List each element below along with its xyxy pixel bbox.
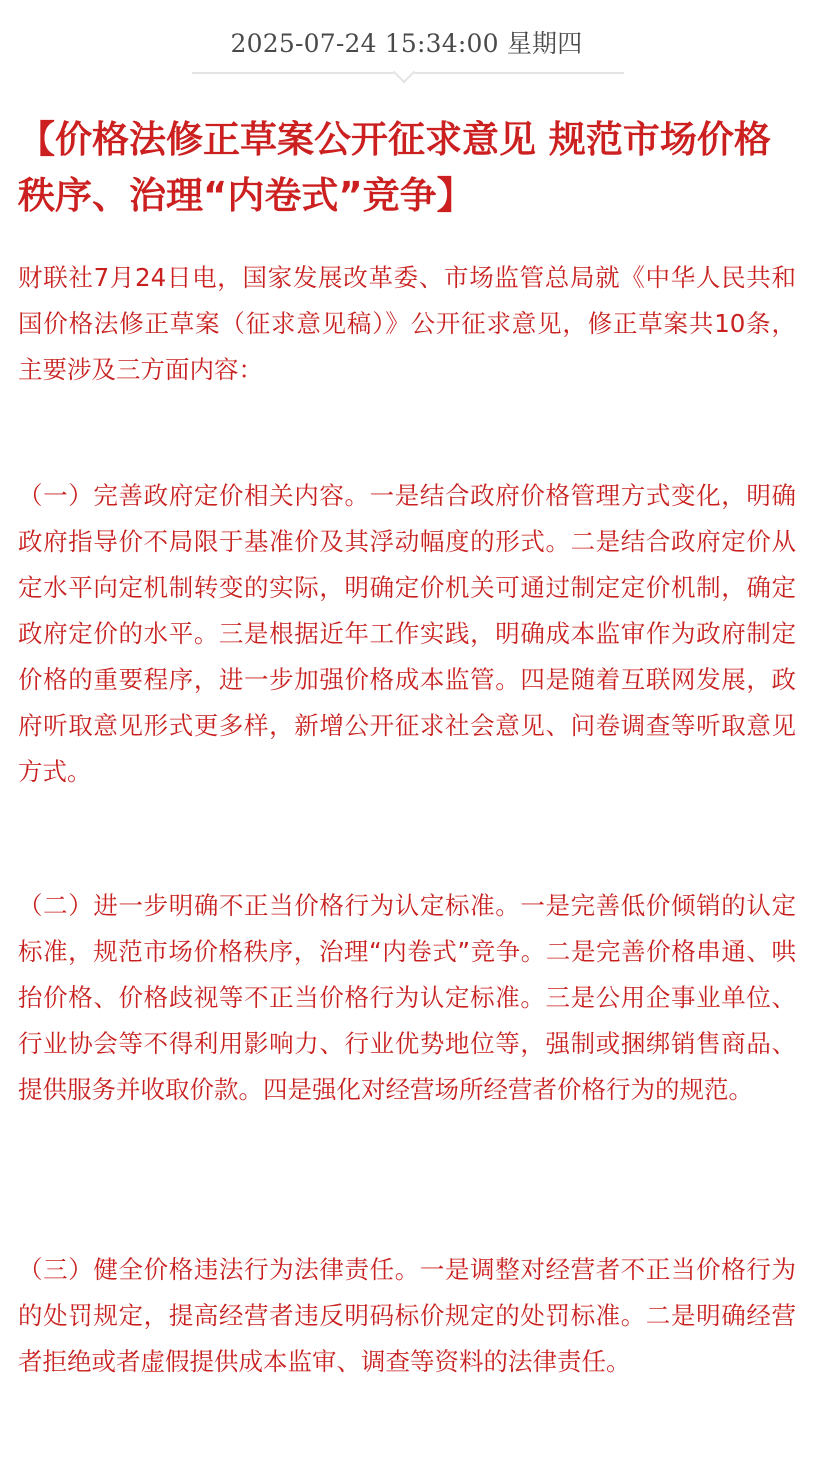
divider-notch — [393, 61, 416, 84]
article-header — [0, 0, 813, 90]
lead-paragraph: 财联社7月24日电，国家发展改革委、市场监管总局就《中华人民共和国价格法修正草案（征求意见稿）》公开征求意见，修正草案共10条，主要涉及三方面内容： — [18, 263, 796, 384]
section-three-paragraph: （三）健全价格违法行为法律责任。一是调整对经营者不正当价格行为的处罚规定，提高经营者违反明码标价规定的处罚标准。二是明确经营者拒绝或者虚假提供成本监审、调查等资料的法律责任。 — [18, 1255, 796, 1376]
section-one-paragraph: （一）完善政府定价相关内容。一是结合政府价格管理方式变化，明确政府指导价不局限于基准价及其浮动幅度的形式。二是结合政府定价从定水平向定机制转变的实际，明确定价机关可通过制定定价机制，确定政府定价的水平。三是根据近年工作实践，明确成本监审作为政府制定价格的重要程序，进一步加强价格成本监管。四是随着互联网发展，政府听取意见形式更多样，新增公开征求社会意见、问卷调查等听取意见方式。 — [18, 481, 796, 786]
publish-timestamp: 2025-07-24 15:34:00 星期四 — [230, 29, 583, 58]
article-headline: 【价格法修正草案公开征求意见 规范市场价格秩序、治理“内卷式”竞争】 — [18, 118, 771, 217]
section-two-paragraph: （二）进一步明确不正当价格行为认定标准。一是完善低价倾销的认定标准，规范市场价格秩序，治理“内卷式”竞争。二是完善价格串通、哄抬价格、价格歧视等不正当价格行为认定标准。三是公用企事业单位、行业协会等不得利用影响力、行业优势地位等，强制或捆绑销售商品、提供服务并收取价款。四是强化对经营场所经营者价格行为的规范。 — [18, 891, 796, 1104]
